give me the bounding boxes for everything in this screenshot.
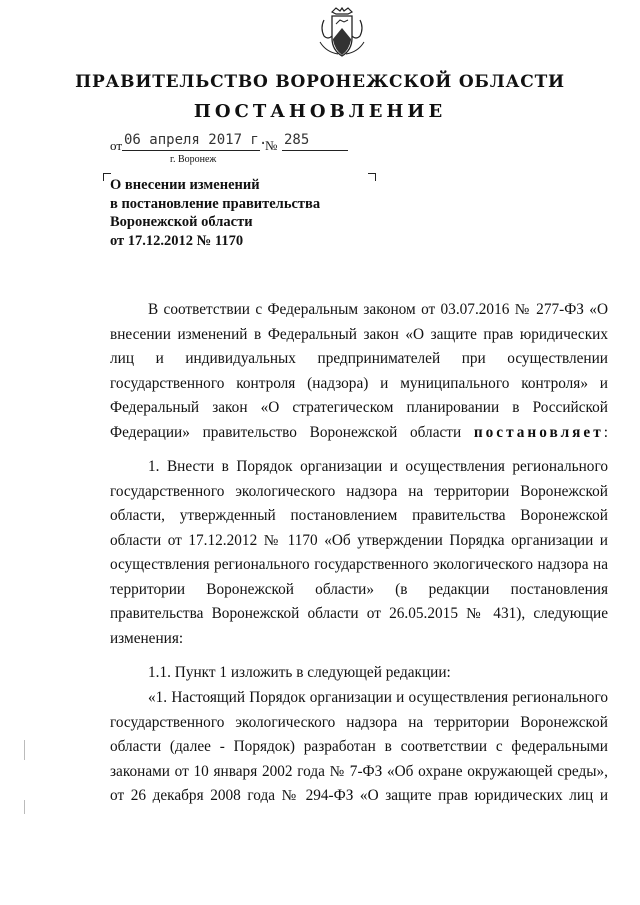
- scan-mark: [24, 800, 25, 814]
- preamble-paragraph: [110, 298, 608, 445]
- item-1-paragraph: [110, 455, 608, 651]
- text-line: 1. Внести в Порядок организации и осуществления регионального: [148, 458, 608, 475]
- text-line: законами от 10 января 2002 года № 7-ФЗ «Об охране окружающей среды»,: [110, 762, 608, 780]
- text-line: государственного экологического надзора на территории Воронежской: [110, 713, 608, 731]
- document-subject: [110, 176, 320, 250]
- scan-mark: [24, 740, 25, 760]
- from-label: от: [110, 138, 123, 153]
- text-line: лиц и индивидуальных предпринимателей при осуществлении: [110, 350, 608, 367]
- subject-line: от 17.12.2012 № 1170: [110, 232, 244, 249]
- text-line: области, утвержденный постановлением правительства Воронежской: [110, 507, 608, 524]
- text-line: государственного экологического надзора на территории Воронежской: [110, 482, 608, 500]
- coat-of-arms-icon: [318, 6, 366, 60]
- text-line: «1. Настоящий Порядок организации и осуществления регионального: [148, 689, 608, 706]
- text-line: В соответствии с Федеральным законом от 03.07.2016 № 277-ФЗ «О: [148, 301, 608, 318]
- text-line: территории Воронежской области» (в редакции постановления: [110, 580, 608, 598]
- text-line: от 26 декабря 2008 года № 294-ФЗ «О защите прав юридических лиц и: [110, 787, 608, 804]
- text-line: изменения:: [110, 629, 184, 647]
- right-corner-bracket: [368, 173, 376, 181]
- subject-line: О внесении изменений: [110, 177, 260, 193]
- preamble-ending: Федерации» правительство Воронежской области: [110, 423, 462, 441]
- text-line: государственного контроля (надзора) и муниципального контроля» и: [110, 374, 608, 392]
- item-1-1-paragraph: [110, 661, 608, 686]
- text-line: осуществления регионального государственного экологического надзора на: [110, 556, 608, 573]
- city-label: г. Воронеж: [170, 154, 217, 165]
- quoted-paragraph: [110, 686, 608, 809]
- date-underline: [122, 150, 260, 151]
- document-date: 06 апреля 2017 г.: [124, 132, 268, 148]
- text-line: области от 17.12.2012 № 1170 «Об утверждении Порядка организации и: [110, 531, 608, 549]
- document-number: 285: [284, 132, 310, 148]
- organization-title: ПРАВИТЕЛЬСТВО ВОРОНЕЖСКОЙ ОБЛАСТИ: [75, 72, 565, 92]
- text-line: области (далее - Порядок) разработан в соответствии с федеральными: [110, 738, 608, 755]
- text-line: внесении изменений в Федеральный закон «О защите прав юридических: [110, 325, 608, 343]
- text-line: правительства Воронежской области от 26.05.2015 № 431), следующие: [110, 605, 608, 622]
- text-line: Федеральный закон «О стратегическом планировании в Российской: [110, 399, 608, 416]
- text-line: 1.1. Пункт 1 изложить в следующей редакции:: [148, 664, 451, 681]
- number-underline: [282, 150, 348, 151]
- number-label: №: [265, 138, 278, 153]
- subject-line: в постановление правительства: [110, 195, 321, 212]
- text-line-last: Федерации» правительство Воронежской области постановляет:: [110, 423, 608, 441]
- subject-line: Воронежской области: [110, 214, 253, 230]
- decree-word: постановляет: [473, 423, 604, 441]
- document-type-title: ПОСТАНОВЛЕНИЕ: [193, 101, 447, 122]
